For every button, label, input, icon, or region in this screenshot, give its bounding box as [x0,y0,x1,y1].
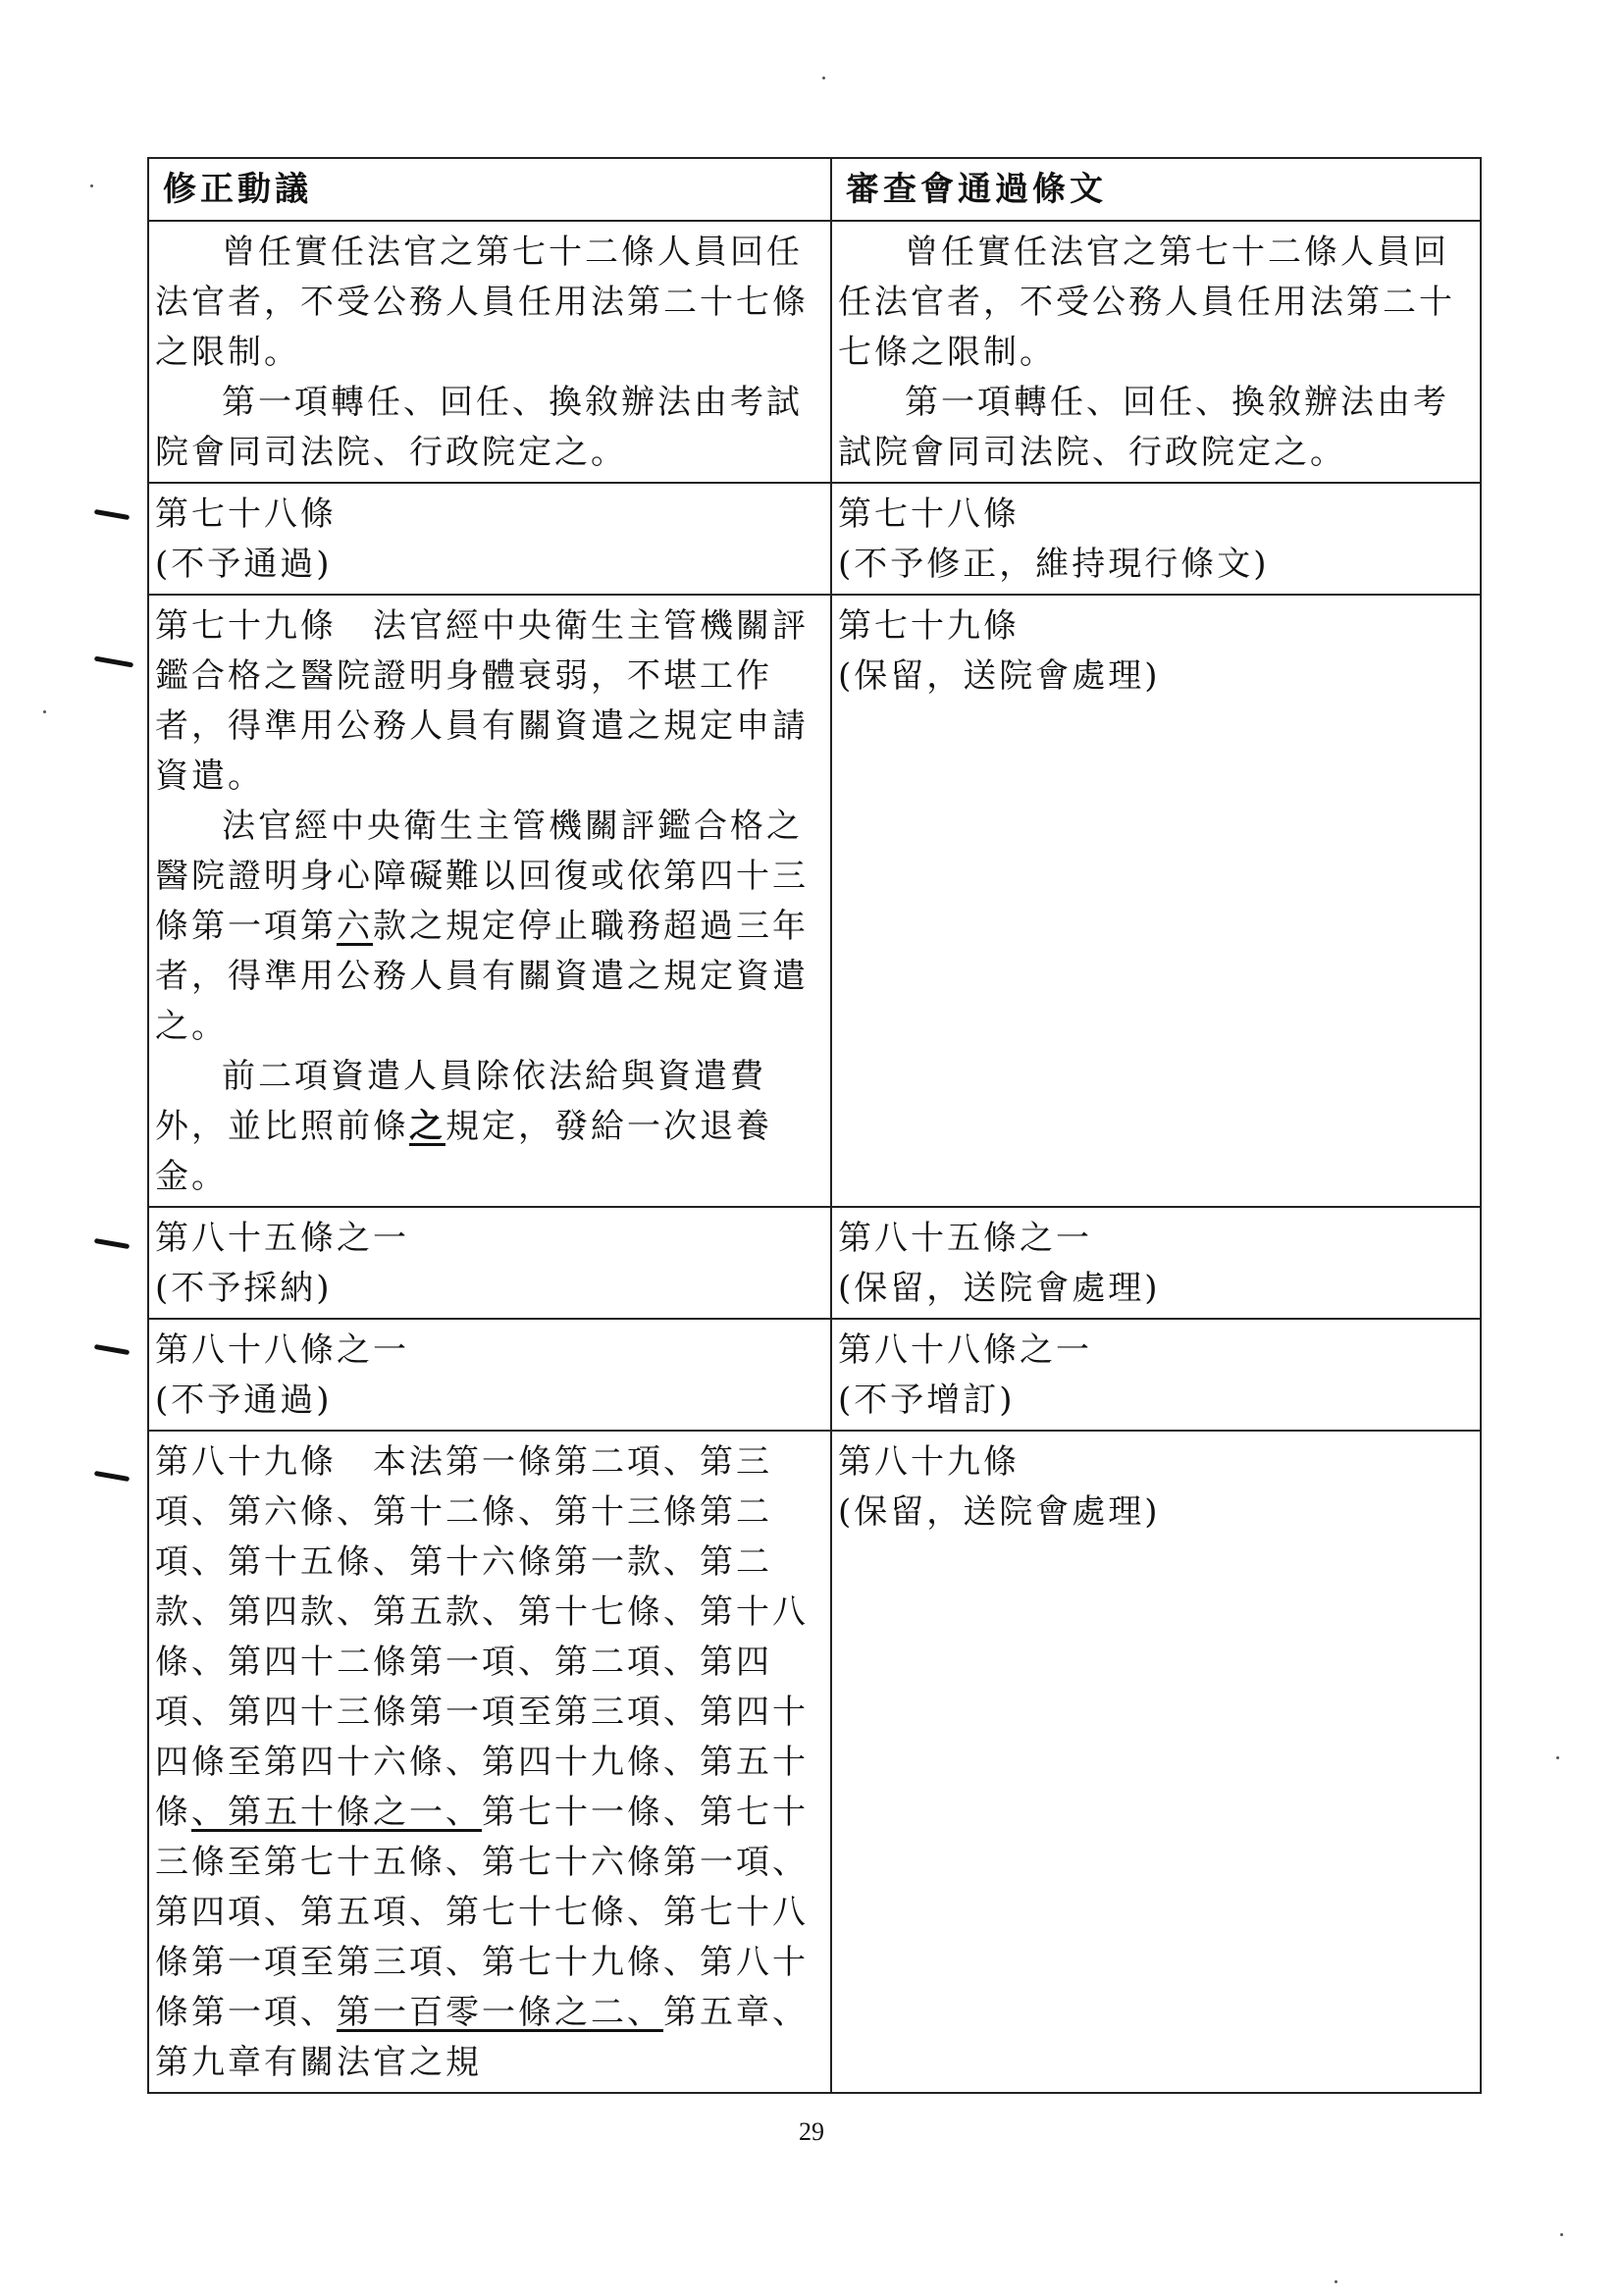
underlined-text: 六 [337,907,373,946]
margin-tick-mark [94,1344,130,1355]
article-title: 第八十五條之一 [838,1219,1092,1258]
text: 規定，發給一次退養金。 [155,1107,772,1196]
margin-tick-mark [94,509,130,520]
article-title: 第七十八條 [155,495,337,534]
table-row [148,1319,1481,1431]
paragraph: 第七十九條 法官經中央衛生主管機關評鑑合格之醫院證明身體衰弱，不堪工作者，得準用公務人員有關資遣之規定申請資遣。 [155,606,809,796]
article-title: 第八十八條之一 [838,1331,1092,1370]
motion-cell [148,1319,831,1431]
scan-speck [822,77,825,79]
passed-cell [831,1319,1481,1431]
amendment-comparison-table [147,157,1482,2094]
margin-tick-mark [94,1471,130,1482]
article-title: 第七十九條 [838,606,1020,646]
article-title: 第八十五條之一 [155,1219,409,1258]
passed-cell [831,1207,1481,1319]
paragraph: 第一項轉任、回任、換敘辦法由考試院會同司法院、行政院定之。 [838,383,1449,472]
article-status: (不予通過) [155,545,333,584]
passed-cell [831,483,1481,595]
paragraph [155,802,826,1052]
article-title: 第七十八條 [838,495,1020,534]
text: 第五章、第九章有關法官之規 [155,1993,809,2082]
page-number: 29 [799,2117,824,2146]
motion-cell [148,1431,831,2093]
margin-tick-mark [94,656,133,668]
text: 第七十一條、第七十三條至第七十五條、第七十六條第一項、第四項、第五項、第七十七條、第七十八條第一項至第三項、第七十九條、第八十條第一項、 [155,1793,809,2032]
header-motion: 修正動議 [148,158,831,221]
article-status: (保留，送院會處理) [838,1269,1161,1308]
table-row [148,483,1481,595]
paragraph: 第一項轉任、回任、換敘辦法由考試院會同司法院、行政院定之。 [155,383,803,472]
scan-speck [43,710,46,713]
motion-cell [148,221,831,483]
paragraph: 曾任實任法官之第七十二條人員回任法官者，不受公務人員任用法第二十七條之限制。 [155,233,809,372]
motion-cell [148,483,831,595]
underlined-text: 之 [409,1107,445,1146]
article-status: (不予採納) [155,1269,333,1308]
table-row [148,1431,1481,2093]
article-status: (不予通過) [155,1381,333,1420]
article-status: (保留，送院會處理) [838,656,1161,696]
passed-cell [831,1431,1481,2093]
underlined-text: 、第五十條之一、 [191,1793,482,1832]
scan-speck [1556,1756,1559,1759]
article-title: 第八十九條 [838,1442,1020,1482]
text: 前二項資遣人員除依法給與資遣費外，並比照前條 [155,1057,766,1146]
passed-cell [831,595,1481,1207]
text: 第八十九條 本法第一條第二項、第三項、第六條、第十二條、第十三條第二項、第十五條、第十六條第一款、第二款、第四款、第五款、第十七條、第十八條、第四十二條第一項、第二項、第四項、第四十三條第一項至第三項、第四十四條至第四十六條、第四十九條、第五十條 [155,1442,809,1832]
article-status: (不予修正，維持現行條文) [838,545,1270,584]
underlined-text: 第一百零一條之二、 [337,1993,663,2032]
table-row [148,595,1481,1207]
paragraph: 曾任實任法官之第七十二條人員回任法官者，不受公務人員任用法第二十七條之限制。 [838,233,1455,372]
motion-cell [148,595,831,1207]
table-row [148,221,1481,483]
table-header-row [148,158,1481,221]
article-status: (不予增訂) [838,1381,1016,1420]
article-status: (保留，送院會處理) [838,1492,1161,1532]
motion-cell [148,1207,831,1319]
paragraph [155,1437,826,2088]
article-title: 第八十八條之一 [155,1331,409,1370]
margin-tick-mark [94,1238,130,1249]
scan-speck [90,184,93,187]
text: 款之規定停止職務超過三年者，得準用公務人員有關資遣之規定資遣之。 [155,907,809,1046]
header-passed: 審查會通過條文 [831,158,1481,221]
scan-speck [1560,2233,1563,2236]
passed-cell [831,221,1481,483]
scan-speck [1335,2280,1337,2283]
text: 法官經中央衛生主管機關評鑑合格之醫院證明身心障礙難以回復或依第四十三條第一項第 [155,807,809,946]
paragraph [155,1052,826,1202]
table-row [148,1207,1481,1319]
